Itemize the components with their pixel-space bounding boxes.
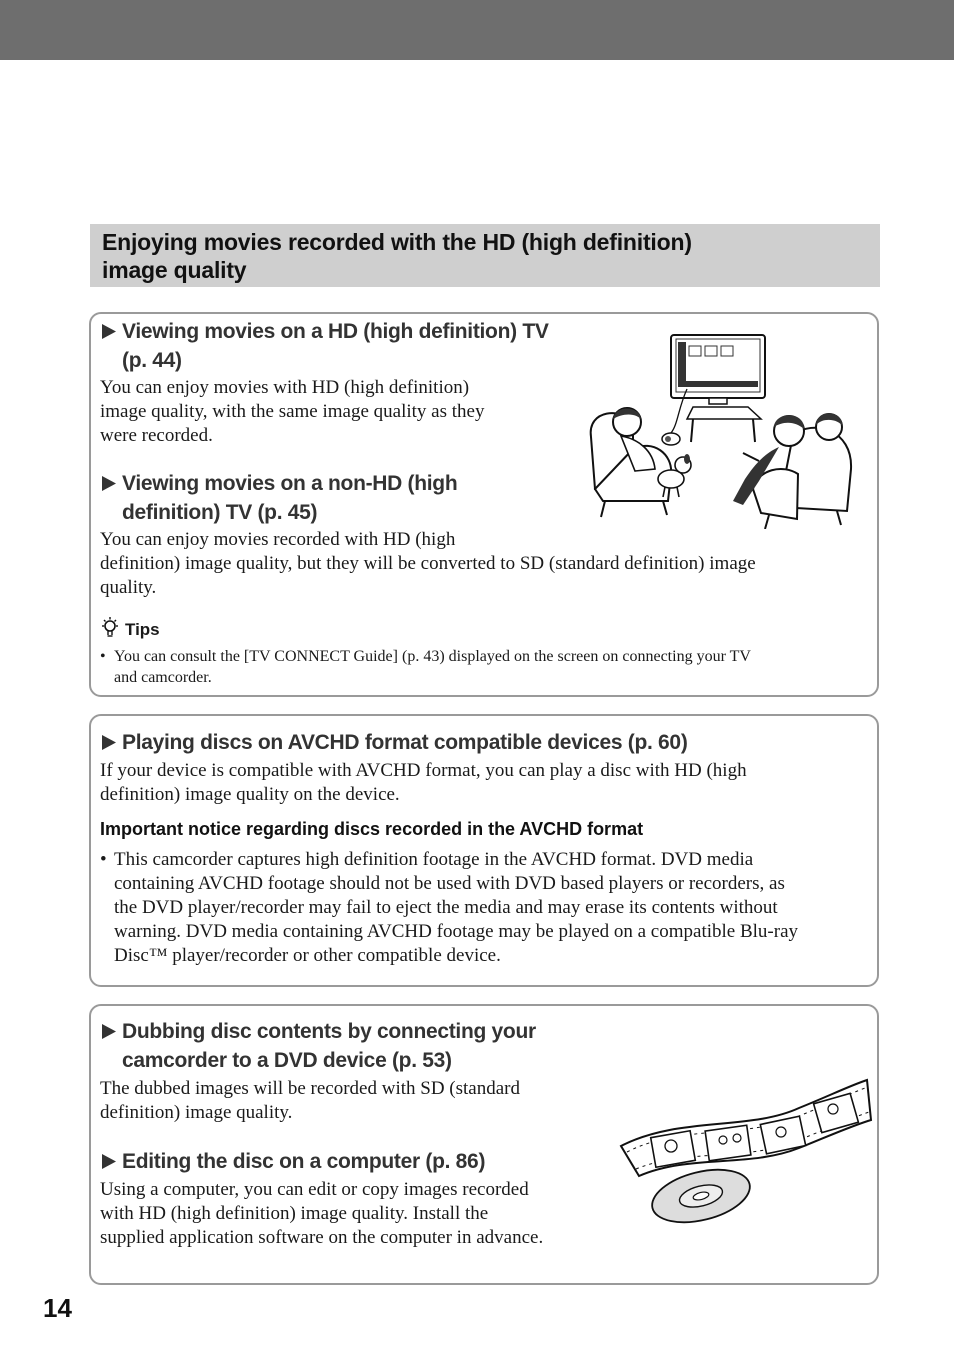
hd-tv-viewing-panel [89,312,879,697]
family-watching-tv-illustration [583,329,861,529]
triangle-right-icon [101,469,117,507]
avchd-disc-panel [89,714,879,987]
non-hd-tv-description: You can enjoy movies recorded with HD (high definition) image quality, but they will be converted to SD (standard definition) image quality. [100,529,756,598]
top-band [0,0,954,60]
editing-description: Using a computer, you can edit or copy images recorded with HD (high definition) image quality. Install the supplied application software on the computer in advance. [100,1179,544,1248]
heading-viewing-non-hd-tv: Viewing movies on a non-HD (high definition) TV (p. 45) [101,469,457,527]
triangle-right-icon [101,1017,117,1055]
important-notice-heading: Important notice regarding discs recorded in the AVCHD format [100,819,644,839]
triangle-right-icon [101,317,117,355]
dubbing-editing-panel [89,1004,879,1285]
page-number: 14 [43,1293,72,1323]
avchd-compatibility-description: If your device is compatible with AVCHD format, you can play a disc with HD (high definition) image quality on the device. [100,760,747,805]
film-strip-and-disc-illustration [619,1076,874,1231]
heading-editing-on-computer: Editing the disc on a computer (p. 86) [101,1147,485,1176]
heading-viewing-hd-tv: Viewing movies on a HD (high definition) TV (p. 44) [101,317,549,375]
section-title [90,224,880,287]
section-title-line-2: image quality [102,257,247,283]
important-notice-item: • This camcorder captures high definition footage in the AVCHD format. DVD media containing AVCHD footage should not be used with DVD based players or recorders, as the DVD player/recorder may fail to eject the media and may erase its contents without warning. DVD media containing AVCHD footage may be played on a compatible Blu-ray Disc™ player/recorder or other compatible device. [100,849,799,966]
lightbulb-icon [101,617,119,639]
tips-heading: Tips [101,617,160,641]
dubbing-description: The dubbed images will be recorded with SD (standard definition) image quality. [100,1078,520,1123]
heading-dubbing-disc-contents: Dubbing disc contents by connecting your camcorder to a DVD device (p. 53) [101,1017,536,1075]
tip-item: • You can consult the [TV CONNECT Guide] (p. 43) displayed on the screen on connecting your TV and camcorder. [100,648,751,686]
heading-playing-discs-avchd: Playing discs on AVCHD format compatible devices (p. 60) [101,728,688,757]
hd-tv-description: You can enjoy movies with HD (high definition) image quality, with the same image quality as they were recorded. [100,377,485,446]
section-title-line-1: Enjoying movies recorded with the HD (high definition) [102,229,692,255]
